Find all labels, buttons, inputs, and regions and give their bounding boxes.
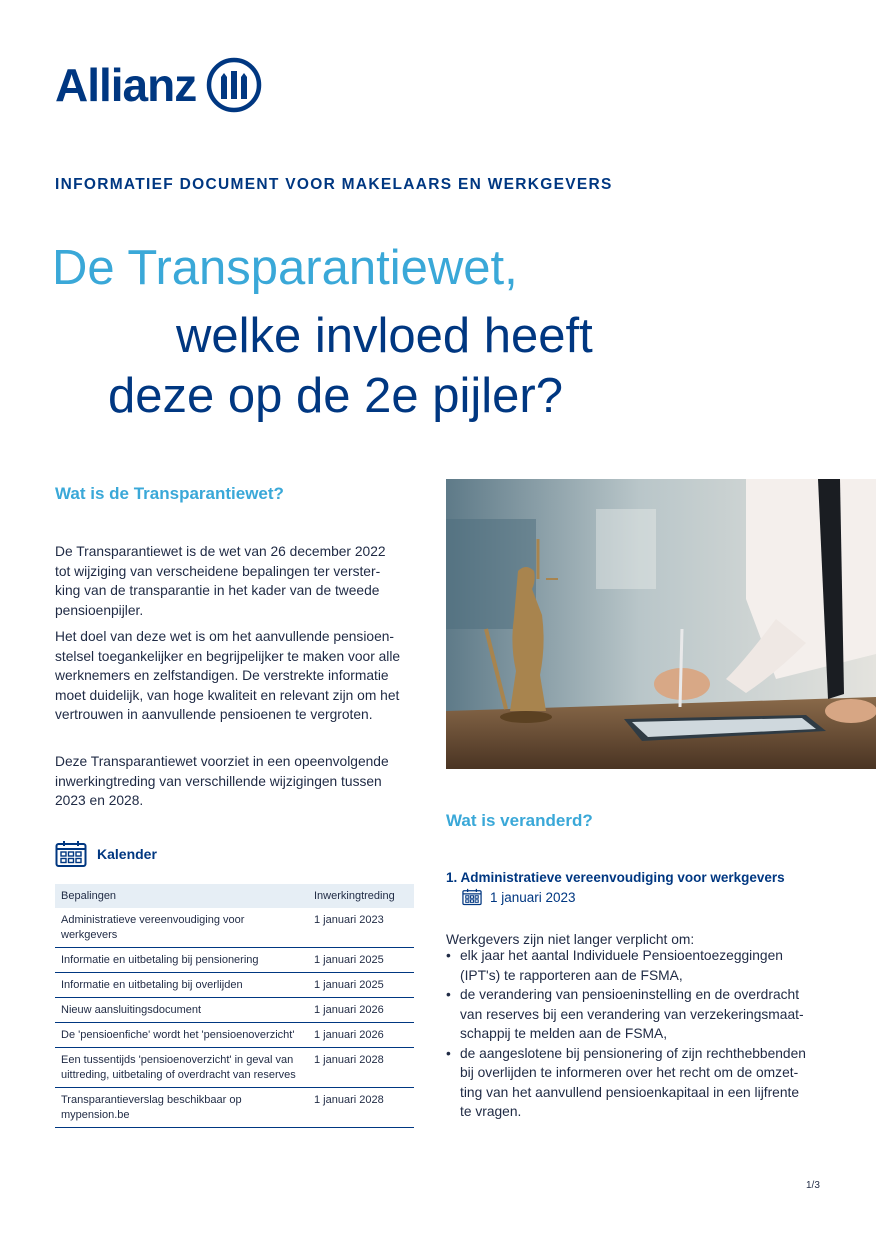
brand-name: Allianz: [55, 59, 197, 111]
date-cell: 1 januari 2026: [308, 1023, 414, 1048]
change-1-date: [462, 888, 576, 906]
column-header-provisions: Bepalingen: [55, 884, 308, 908]
date-cell: 1 januari 2028: [308, 1088, 414, 1128]
section-heading-what-changed: Wat is veranderd?: [446, 811, 593, 830]
page-number: 1/3: [806, 1180, 820, 1191]
table-row: [55, 1023, 414, 1048]
text-line: stelsel toegankelijker en begrijpelijker te maken voor alle: [55, 648, 401, 664]
date-cell: 1 januari 2025: [308, 948, 414, 973]
date-cell: 1 januari 2028: [308, 1048, 414, 1088]
column-header-effective-date: Inwerkingtreding: [308, 884, 414, 908]
provision-cell: Administratieve vereenvoudiging voor werkgevers: [55, 908, 308, 948]
text-line: inwerkingtreding van verschillende wijzigingen tussen: [55, 773, 382, 789]
table-row: [55, 973, 414, 998]
list-item: [446, 1044, 826, 1122]
provision-cell: Informatie en uitbetaling bij pensionering: [55, 948, 308, 973]
text-line: vertrouwen in aanvullende pensioenen te vergroten.: [55, 707, 373, 722]
calendar-table: [55, 884, 414, 1128]
provision-cell: Transparantieverslag beschikbaar op mypension.be: [55, 1088, 308, 1128]
table-row: [55, 908, 414, 948]
text-line: 2023 en 2028.: [55, 793, 144, 808]
intro-paragraph-2: [55, 627, 415, 725]
provision-cell: Informatie en uitbetaling bij overlijden: [55, 973, 308, 998]
hero-photo-justice-statue-signing: [446, 479, 876, 769]
table-row: [55, 948, 414, 973]
text-line: pensioenpijler.: [55, 602, 144, 618]
calendar-label: Kalender: [97, 846, 157, 862]
text-line: king van de transparantie in het kader van de tweede: [55, 583, 380, 598]
list-item: [446, 985, 826, 1044]
provision-cell: Nieuw aansluitingsdocument: [55, 998, 308, 1023]
date-cell: 1 januari 2025: [308, 973, 414, 998]
change-1-intro: Werkgevers zijn niet langer verplicht om:: [446, 932, 695, 947]
text-line: • de verandering van pensioeninstelling en de overdracht: [460, 987, 800, 1002]
calendar-icon: [462, 888, 482, 906]
text-line: • elk jaar het aantal Individuele Pensioentoezeggingen: [460, 948, 783, 963]
photo-illustration: [446, 479, 876, 769]
change-1-bullet-list: [446, 946, 826, 1122]
allianz-eagle-icon: [206, 57, 262, 113]
intro-paragraph-3: [55, 752, 415, 811]
headline-line-3: deze op de 2e pijler?: [108, 369, 563, 423]
section-heading-what-is: Wat is de Transparantiewet?: [55, 484, 284, 503]
provision-cell: Een tussentijds 'pensioenoverzicht' in geval van uittreding, uitbetaling of overdracht van reserves: [55, 1048, 308, 1088]
text-line: • de aangeslotene bij pensionering of zijn rechthebbenden: [460, 1045, 806, 1061]
text-line: werknemers en zelfstandigen. De verstrekte informatie: [55, 668, 389, 683]
text-line: Deze Transparantiewet voorziet in een opeenvolgende: [55, 754, 389, 769]
document-kicker: INFORMATIEF DOCUMENT VOOR MAKELAARS EN WERKGEVERS: [55, 176, 613, 193]
table-row: [55, 998, 414, 1023]
text-line: bij overlijden te informeren over het recht om de omzet-: [460, 1065, 799, 1080]
table-header-row: [55, 884, 414, 908]
text-line: Het doel van deze wet is om het aanvullende pensioen-: [55, 629, 395, 644]
calendar-header: [55, 840, 157, 868]
headline-line-2: welke invloed heeft: [176, 309, 593, 363]
text-line: tot wijziging van verscheidene bepalingen ter verster-: [55, 563, 381, 579]
change-1-title: 1. Administratieve vereenvoudiging voor werkgevers: [446, 870, 785, 885]
text-line: van reserves bij een verandering van verzekeringsmaat-: [460, 1006, 804, 1022]
text-line: schappij te melden aan de FSMA,: [460, 1026, 668, 1041]
calendar-icon: [55, 840, 87, 868]
table-row: [55, 1048, 414, 1088]
text-line: ting van het aanvullend pensioenkapitaal in een lijfrente: [460, 1084, 800, 1100]
intro-paragraph-1: [55, 542, 415, 620]
change-1-date-text: 1 januari 2023: [490, 889, 576, 905]
list-item: [446, 946, 826, 985]
date-cell: 1 januari 2026: [308, 998, 414, 1023]
text-line: De Transparantiewet is de wet van 26 december 2022: [55, 544, 386, 559]
text-line: te vragen.: [460, 1104, 522, 1119]
allianz-logo: [55, 55, 262, 115]
headline-line-1: De Transparantiewet,: [52, 241, 518, 295]
table-row: [55, 1088, 414, 1128]
text-line: (IPT's) te rapporteren aan de FSMA,: [460, 967, 683, 983]
text-line: moet duidelijk, van hoge kwaliteit en relevant zijn om het: [55, 687, 400, 703]
provision-cell: De 'pensioenfiche' wordt het 'pensioenoverzicht': [55, 1023, 308, 1048]
date-cell: 1 januari 2023: [308, 908, 414, 948]
